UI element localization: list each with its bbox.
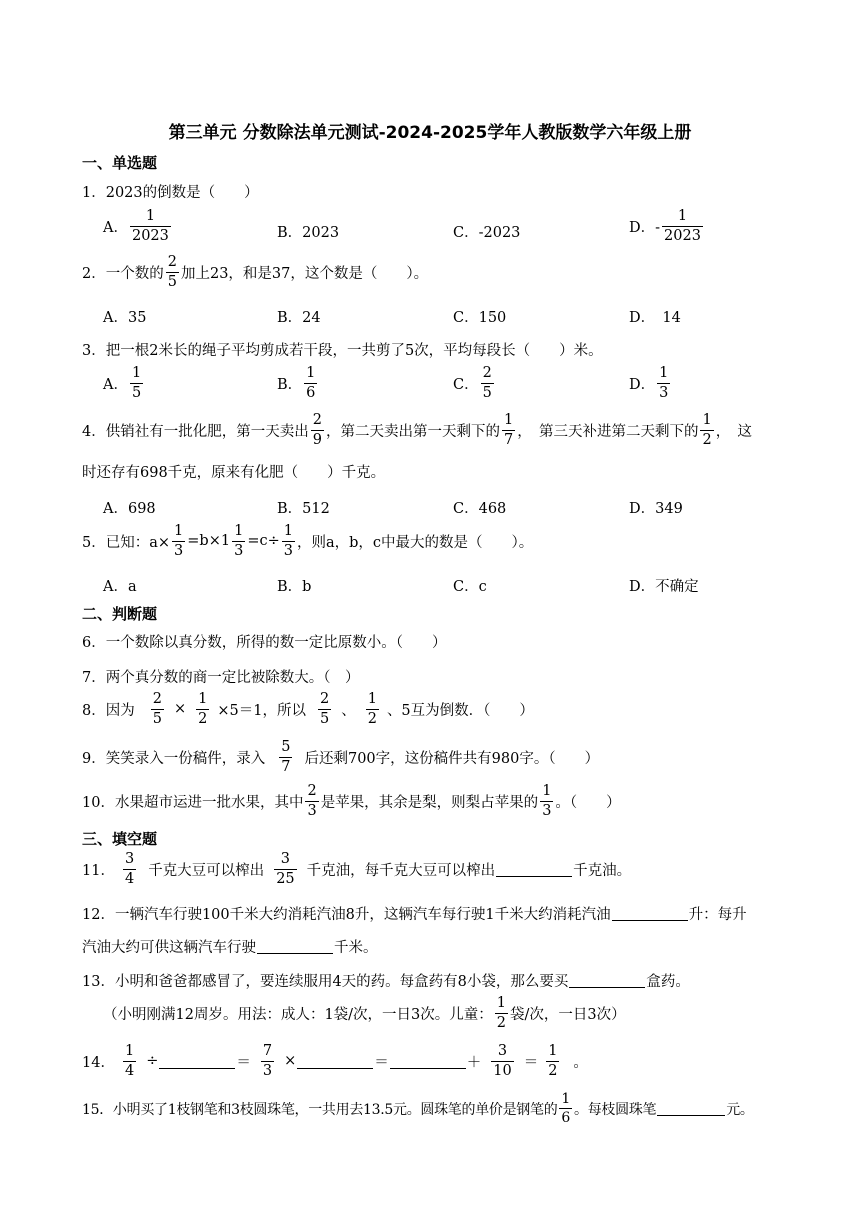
q1-option-a: A． $\frac{1}{2023}$ [103, 208, 169, 244]
q4-option-a: A．698 [103, 501, 156, 517]
question-4: 4． 供销社有一批化肥，第一天卖出 $\frac{2}{9}$ ，第二天卖出第一天剩下的 $\frac{1}{7}$ ， 第三天补进第二天剩下的 $\frac{1}{2}$ ， 这 [82, 412, 752, 448]
question-12: 12．一辆汽车行驶100千米大约消耗汽油8升，这辆汽车每行驶1千米大约消耗汽油 升：每升 [82, 907, 747, 923]
question-12-line2: 汽油大约可供这辆汽车行驶 千米。 [82, 940, 378, 956]
question-8: 8．因为 $\frac{2}{5}$ × $\frac{1}{2}$ ×5＝1，所以 $\frac{2}{5}$ 、 $\frac{1}{2}$ 、5互为倒数．（ ） [82, 691, 534, 727]
q3-option-a: A． $\frac{1}{5}$ [103, 365, 142, 401]
question-2: 2． 一个数的 $\frac{2}{5}$ 加上23，和是37，这个数是（ ）。 [82, 254, 429, 290]
q5-option-c: C．c [453, 579, 487, 595]
section-heading-single-choice: 一、单选题 [82, 154, 158, 172]
q1-option-c: C．-2023 [453, 225, 521, 241]
q2-option-d: D． 14 [629, 310, 681, 326]
q2-option-c: C．150 [453, 310, 507, 326]
question-6: 6．一个数除以真分数，所得的数一定比原数小。（ ） [82, 635, 447, 651]
answer-blank[interactable] [257, 939, 333, 954]
question-15: 15．小明买了1枝钢笔和3枝圆珠笔，一共用去13.5元。圆珠笔的单价是钢笔的 $\frac{1}{6}$ 。每枝圆珠笔 元。 [82, 1091, 754, 1126]
q4-option-c: C．468 [453, 501, 507, 517]
answer-blank[interactable] [496, 862, 572, 877]
q2-option-a: A．35 [103, 310, 147, 326]
question-11: 11． $\frac{3}{4}$ 千克大豆可以榨出 $\frac{3}{25}$ 千克油，每千克大豆可以榨出 千克油。 [82, 851, 632, 887]
question-9: 9．笑笑录入一份稿件，录入 $\frac{5}{7}$ 后还剩700字，这份稿件共有980字。（ ） [82, 739, 600, 775]
q3-option-b: B． $\frac{1}{6}$ [277, 365, 316, 401]
section-heading-true-false: 二、判断题 [82, 605, 158, 623]
q1-option-d: D．- $\frac{1}{2023}$ [629, 208, 701, 244]
q4-option-d: D．349 [629, 501, 683, 517]
answer-blank[interactable] [612, 906, 688, 921]
q5-option-b: B．b [277, 579, 312, 595]
answer-blank[interactable] [297, 1054, 373, 1069]
section-heading-fill-blank: 三、填空题 [82, 830, 158, 848]
q2-option-b: B．24 [277, 310, 321, 326]
answer-blank[interactable] [657, 1101, 725, 1116]
page-title: 第三单元 分数除法单元测试-2024-2025学年人教版数学六年级上册 [168, 123, 692, 143]
question-3: 3． 把一根2米长的绳子平均剪成若干段，一共剪了5次，平均每段长（ ）米。 [82, 343, 603, 359]
q1-option-b: B．2023 [277, 225, 340, 241]
question-13: 13．小明和爸爸都感冒了，要连续服用4天的药。每盒药有8小袋，那么要买 盒药。 [82, 974, 690, 990]
q3-option-d: D． $\frac{1}{3}$ [629, 365, 669, 401]
q4-option-b: B．512 [277, 501, 330, 517]
q5-option-d: D．不确定 [629, 579, 699, 595]
question-7: 7．两个真分数的商一定比被除数大。（ ） [82, 670, 360, 686]
answer-blank[interactable] [390, 1054, 466, 1069]
q5-option-a: A．a [103, 579, 137, 595]
question-1: 1． 2023的倒数是（ ） [82, 185, 259, 201]
question-10: 10．水果超市运进一批水果，其中 $\frac{2}{3}$ 是苹果，其余是梨，则梨占苹果的 $\frac{1}{3}$ 。（ ） [82, 783, 621, 819]
question-4-line2: 时还存有698千克，原来有化肥（ ）千克。 [82, 465, 386, 481]
answer-blank[interactable] [569, 973, 645, 988]
question-14: 14． $\frac{1}{4}$ ÷ ＝ $\frac{7}{3}$ × ＝ ＋ $\frac{3}{10}$ ＝ $\frac{1}{2}$ 。 [82, 1043, 588, 1079]
q3-option-c: C． $\frac{2}{5}$ [453, 365, 492, 401]
question-5: 5． 已知：a× $\frac{1}{3}$ =b×1 $\frac{1}{3}$ =c÷ $\frac{1}{3}$ ，则a，b，c中最大的数是（ ）。 [82, 523, 534, 559]
question-13-note: （小明刚满12周岁。用法：成人：1袋/次，一日3次。儿童： $\frac{1}{2}$ 袋/次，一日3次） [103, 995, 626, 1031]
answer-blank[interactable] [159, 1054, 235, 1069]
